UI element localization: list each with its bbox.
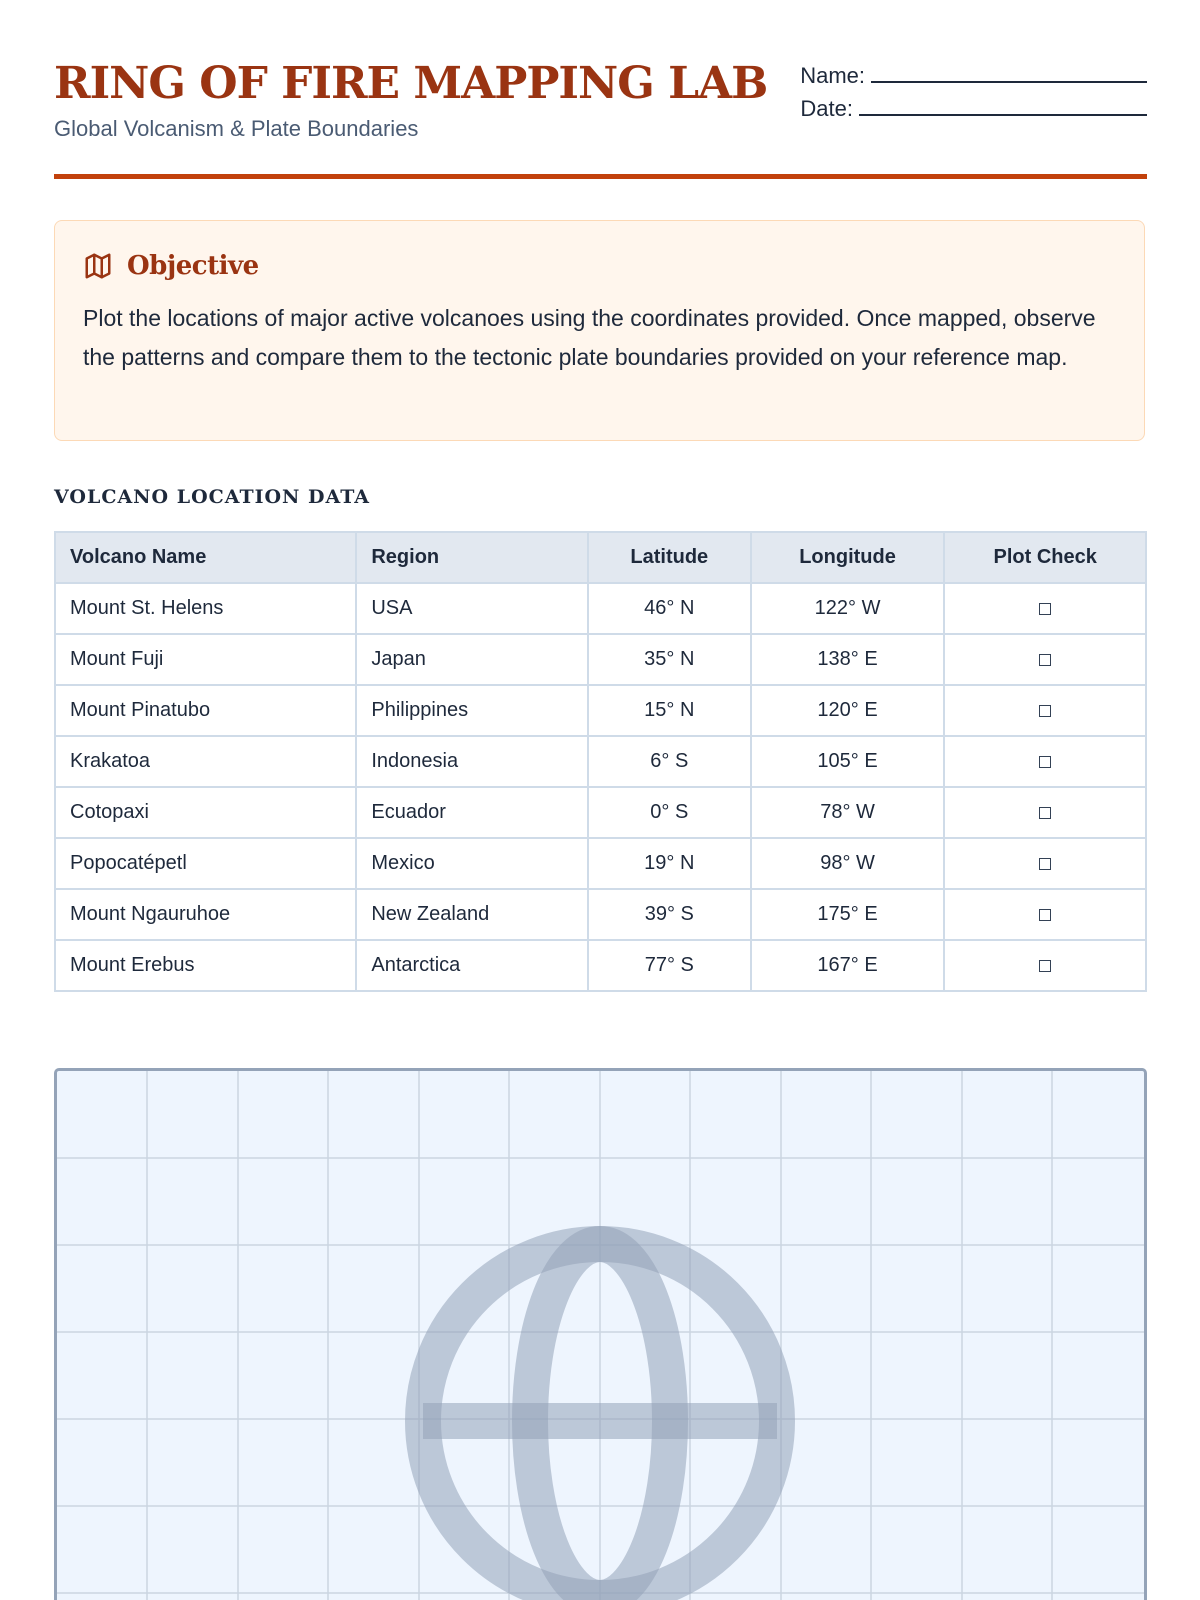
- plotting-grid[interactable]: [54, 1068, 1147, 1600]
- volcano-latitude: 19° N: [588, 838, 751, 889]
- volcano-region: USA: [356, 583, 588, 634]
- volcano-longitude: 122° W: [751, 583, 945, 634]
- volcano-latitude: 39° S: [588, 889, 751, 940]
- volcano-longitude: 175° E: [751, 889, 945, 940]
- map-icon: [83, 251, 113, 281]
- volcano-region: Japan: [356, 634, 588, 685]
- plot-checkbox[interactable]: [1039, 909, 1051, 921]
- volcano-region: Ecuador: [356, 787, 588, 838]
- table-row: [55, 889, 1146, 940]
- volcano-region: New Zealand: [356, 889, 588, 940]
- volcano-region: Philippines: [356, 685, 588, 736]
- volcano-region: Antarctica: [356, 940, 588, 991]
- table-row: [55, 940, 1146, 991]
- volcano-latitude: 6° S: [588, 736, 751, 787]
- table-row: [55, 583, 1146, 634]
- volcano-name: Cotopaxi: [55, 787, 356, 838]
- header-divider: [54, 174, 1147, 179]
- column-header-latitude: Latitude: [588, 532, 751, 583]
- volcano-name: Mount Fuji: [55, 634, 356, 685]
- volcano-name: Krakatoa: [55, 736, 356, 787]
- table-row: [55, 685, 1146, 736]
- volcano-longitude: 105° E: [751, 736, 945, 787]
- volcano-name: Mount Ngauruhoe: [55, 889, 356, 940]
- column-header-longitude: Longitude: [751, 532, 945, 583]
- volcano-longitude: 138° E: [751, 634, 945, 685]
- volcano-longitude: 78° W: [751, 787, 945, 838]
- volcano-latitude: 77° S: [588, 940, 751, 991]
- volcano-name: Popocatépetl: [55, 838, 356, 889]
- worksheet-page: [54, 0, 1147, 1600]
- plot-check-cell: [944, 940, 1146, 991]
- plot-check-cell: [944, 838, 1146, 889]
- objective-heading: [83, 251, 259, 281]
- grid-lines: [57, 1071, 1144, 1600]
- volcano-longitude: 167° E: [751, 940, 945, 991]
- volcano-region: Mexico: [356, 838, 588, 889]
- objective-title: Objective: [127, 251, 259, 281]
- volcano-latitude: 35° N: [588, 634, 751, 685]
- volcano-table: [54, 531, 1147, 992]
- volcano-latitude: 0° S: [588, 787, 751, 838]
- volcano-latitude: 46° N: [588, 583, 751, 634]
- volcano-name: Mount Pinatubo: [55, 685, 356, 736]
- date-label: Date:: [800, 96, 853, 121]
- date-blank-line[interactable]: [859, 94, 1147, 116]
- plot-check-cell: [944, 634, 1146, 685]
- name-label: Name:: [800, 63, 865, 88]
- plot-checkbox[interactable]: [1039, 960, 1051, 972]
- plot-check-cell: [944, 685, 1146, 736]
- objective-box: [54, 220, 1145, 441]
- table-row: [55, 634, 1146, 685]
- plot-check-cell: [944, 889, 1146, 940]
- plot-check-cell: [944, 787, 1146, 838]
- volcano-longitude: 120° E: [751, 685, 945, 736]
- volcano-name: Mount Erebus: [55, 940, 356, 991]
- name-blank-line[interactable]: [871, 61, 1147, 83]
- page-subtitle: Global Volcanism & Plate Boundaries: [54, 116, 419, 141]
- volcano-name: Mount St. Helens: [55, 583, 356, 634]
- table-header-row: [55, 532, 1146, 583]
- student-fields: [787, 56, 1147, 122]
- plot-checkbox[interactable]: [1039, 603, 1051, 615]
- column-header-plot-check: Plot Check: [944, 532, 1146, 583]
- date-field[interactable]: [787, 89, 1147, 122]
- plot-checkbox[interactable]: [1039, 756, 1051, 768]
- plot-checkbox[interactable]: [1039, 654, 1051, 666]
- objective-text: Plot the locations of major active volcanoes using the coordinates provided. Once mapped, observe the patterns and compare them to the tectonic plate boundaries provided on your reference map.: [83, 305, 1096, 370]
- plot-checkbox[interactable]: [1039, 858, 1051, 870]
- plot-check-cell: [944, 583, 1146, 634]
- page-title: RING OF FIRE MAPPING LAB: [54, 58, 768, 109]
- table-row: [55, 787, 1146, 838]
- column-header-name: Volcano Name: [55, 532, 356, 583]
- worksheet-header: [54, 56, 1147, 180]
- plot-check-cell: [944, 736, 1146, 787]
- name-field[interactable]: [787, 56, 1147, 89]
- table-row: [55, 838, 1146, 889]
- volcano-region: Indonesia: [356, 736, 588, 787]
- table-row: [55, 736, 1146, 787]
- volcano-longitude: 98° W: [751, 838, 945, 889]
- plot-checkbox[interactable]: [1039, 807, 1051, 819]
- volcano-latitude: 15° N: [588, 685, 751, 736]
- column-header-region: Region: [356, 532, 588, 583]
- section-title: VOLCANO LOCATION DATA: [54, 486, 371, 508]
- plot-checkbox[interactable]: [1039, 705, 1051, 717]
